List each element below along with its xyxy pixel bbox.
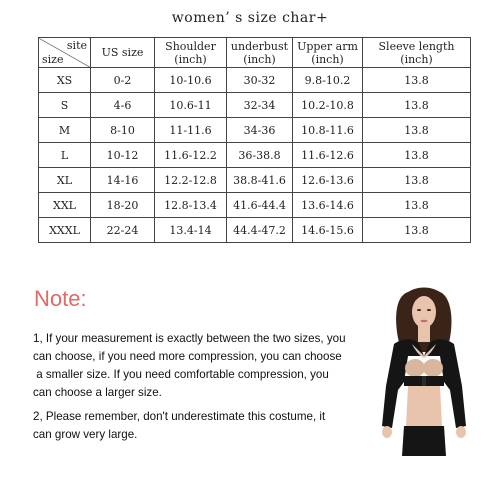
model-photo: [378, 286, 470, 456]
upper-arm-cell: 10.2-10.8: [293, 93, 363, 118]
sleeve-length-cell: 13.8: [363, 168, 471, 193]
table-row: [39, 193, 471, 218]
table-row: [39, 93, 471, 118]
header-sleeve-length: Sleeve length (inch): [363, 38, 471, 68]
note-line: can choose a larger size.: [33, 386, 162, 399]
table-row: [39, 218, 471, 243]
table-row: [39, 168, 471, 193]
upper-arm-cell: 12.6-13.6: [293, 168, 363, 193]
corner-label-site: site: [66, 39, 87, 52]
upper-arm-cell: 13.6-14.6: [293, 193, 363, 218]
shoulder-cell: 10-10.6: [155, 68, 227, 93]
us-size-cell: 4-6: [91, 93, 155, 118]
size-cell: XS: [39, 68, 91, 93]
shoulder-cell: 11.6-12.2: [155, 143, 227, 168]
shoulder-cell: 10.6-11: [155, 93, 227, 118]
note-line: can grow very large.: [33, 428, 138, 441]
us-size-cell: 8-10: [91, 118, 155, 143]
model-figure: [382, 288, 466, 457]
note-line: a smaller size. If you need comfortable compression, you: [33, 368, 329, 381]
upper-arm-cell: 9.8-10.2: [293, 68, 363, 93]
table-row: [39, 143, 471, 168]
corner-label-size: size: [42, 53, 64, 66]
underbust-cell: 34-36: [227, 118, 293, 143]
header-shoulder: Shoulder (inch): [155, 38, 227, 68]
header-us-size: US size: [91, 38, 155, 68]
us-size-cell: 10-12: [91, 143, 155, 168]
underbust-cell: 32-34: [227, 93, 293, 118]
note-line: 1, If your measurement is exactly between the two sizes, you: [33, 332, 346, 345]
underbust-cell: 38.8-41.6: [227, 168, 293, 193]
chart-title: women’ s size char+: [171, 10, 329, 26]
us-size-cell: 18-20: [91, 193, 155, 218]
note-body: [33, 330, 373, 450]
sleeve-length-cell: 13.8: [363, 143, 471, 168]
upper-arm-cell: 11.6-12.6: [293, 143, 363, 168]
size-cell: XXXL: [39, 218, 91, 243]
shoulder-cell: 12.8-13.4: [155, 193, 227, 218]
underbust-cell: 41.6-44.4: [227, 193, 293, 218]
size-cell: XL: [39, 168, 91, 193]
us-size-cell: 0-2: [91, 68, 155, 93]
shoulder-cell: 12.2-12.8: [155, 168, 227, 193]
sleeve-length-cell: 13.8: [363, 118, 471, 143]
underbust-cell: 36-38.8: [227, 143, 293, 168]
sleeve-length-cell: 13.8: [363, 68, 471, 93]
sleeve-length-cell: 13.8: [363, 193, 471, 218]
table-row: [39, 118, 471, 143]
underbust-cell: 44.4-47.2: [227, 218, 293, 243]
note-title: Note:: [34, 286, 87, 311]
us-size-cell: 14-16: [91, 168, 155, 193]
upper-arm-cell: 10.8-11.6: [293, 118, 363, 143]
header-upper-arm: Upper arm (inch): [293, 38, 363, 68]
size-cell: M: [39, 118, 91, 143]
table-header-row: [39, 38, 471, 68]
note-paragraph-1: [33, 330, 373, 402]
note-paragraph-2: [33, 408, 373, 444]
table-row: [39, 68, 471, 93]
size-cell: XXL: [39, 193, 91, 218]
us-size-cell: 22-24: [91, 218, 155, 243]
size-cell: S: [39, 93, 91, 118]
note-line: 2, Please remember, don't underestimate this costume, it: [33, 410, 326, 423]
header-underbust: underbust (inch): [227, 38, 293, 68]
size-chart-table: [38, 37, 471, 243]
note-line: can choose, if you need more compression, you can choose: [33, 350, 342, 363]
shoulder-cell: 11-11.6: [155, 118, 227, 143]
shoulder-cell: 13.4-14: [155, 218, 227, 243]
underbust-cell: 30-32: [227, 68, 293, 93]
sleeve-length-cell: 13.8: [363, 93, 471, 118]
upper-arm-cell: 14.6-15.6: [293, 218, 363, 243]
sleeve-length-cell: 13.8: [363, 218, 471, 243]
size-cell: L: [39, 143, 91, 168]
corner-header-cell: [39, 38, 91, 68]
